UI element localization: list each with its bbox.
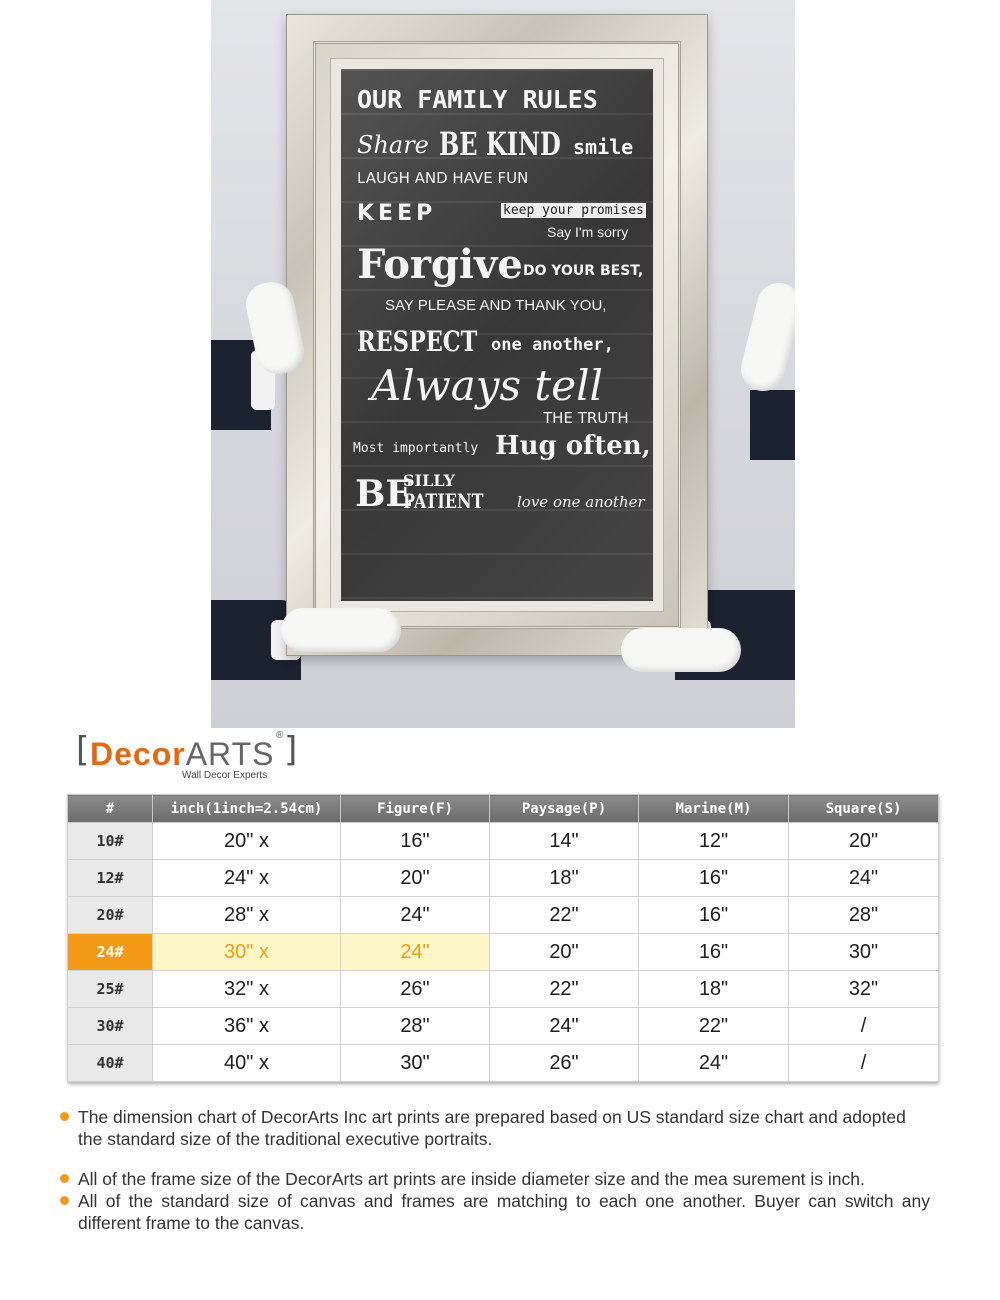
table-cell: 18" <box>639 971 789 1008</box>
table-cell: 28" <box>789 897 939 934</box>
registered-mark: ® <box>276 730 284 741</box>
column-header: # <box>68 795 153 823</box>
white-glove <box>621 628 741 672</box>
table-cell: / <box>789 1008 939 1045</box>
poster-text: SILLY <box>403 471 455 490</box>
decorarts-logo <box>76 730 316 782</box>
row-label: 25# <box>68 971 153 1008</box>
table-row <box>68 971 939 1008</box>
logo-tagline: Wall Decor Experts <box>182 770 268 781</box>
product-photo <box>211 0 795 728</box>
poster-text: DO YOUR BEST, <box>523 263 644 279</box>
suit-sleeve <box>750 390 795 460</box>
table-cell: 36" x <box>153 1008 341 1045</box>
poster-text: LAUGH AND HAVE FUN <box>357 169 529 187</box>
table-cell: 30" x <box>153 934 341 971</box>
table-cell: 30" <box>341 1045 490 1082</box>
table-header-row <box>68 795 939 823</box>
table-cell: / <box>789 1045 939 1082</box>
row-label: 20# <box>68 897 153 934</box>
column-header: Square(S) <box>789 795 939 823</box>
table-cell: 24" <box>639 1045 789 1082</box>
bullet-icon <box>60 1112 69 1121</box>
table-cell: 12" <box>639 823 789 860</box>
table-cell: 16" <box>639 897 789 934</box>
poster-text: RESPECT <box>357 325 478 358</box>
note-text: All of the frame size of the DecorArts art prints are inside diameter size and the mea surement is inch. <box>78 1169 865 1189</box>
table-cell: 16" <box>639 934 789 971</box>
poster-text: Share <box>357 131 429 159</box>
poster-text: keep your promises <box>503 203 644 218</box>
table-cell: 32" x <box>153 971 341 1008</box>
table-cell: 28" x <box>153 897 341 934</box>
frame-mat <box>330 58 664 612</box>
table-cell: 20" <box>789 823 939 860</box>
table-cell: 22" <box>490 971 639 1008</box>
row-label: 10# <box>68 823 153 860</box>
poster-text: Forgive <box>357 241 523 288</box>
table-cell: 26" <box>341 971 490 1008</box>
size-chart <box>67 794 938 1082</box>
white-glove <box>736 278 795 395</box>
note-item <box>60 1168 930 1190</box>
note-item <box>60 1190 930 1234</box>
logo-wordmark <box>90 736 274 773</box>
poster-text: PATIENT <box>403 489 484 513</box>
poster-text: Hug often, <box>495 431 651 461</box>
table-cell: 24" x <box>153 860 341 897</box>
frame-molding <box>313 41 681 629</box>
column-header: Paysage(P) <box>490 795 639 823</box>
table-row <box>68 823 939 860</box>
table-row <box>68 1008 939 1045</box>
poster-text: Always tell <box>371 361 603 410</box>
table-cell: 14" <box>490 823 639 860</box>
row-label: 12# <box>68 860 153 897</box>
poster-text: Say I'm sorry <box>547 224 629 240</box>
note-item <box>60 1106 930 1150</box>
table-cell: 22" <box>639 1008 789 1045</box>
column-header: Marine(M) <box>639 795 789 823</box>
note-text: All of the standard size of canvas and frames are matching to each one another. Buyer can switch any different frame to the canvas. <box>78 1191 930 1233</box>
table-cell: 26" <box>490 1045 639 1082</box>
bullet-icon <box>60 1174 69 1183</box>
poster-text: KEEP <box>357 201 437 226</box>
poster-text: BE KIND <box>439 125 561 163</box>
table-row-highlighted <box>68 934 939 971</box>
table-cell: 40" x <box>153 1045 341 1082</box>
row-label: 40# <box>68 1045 153 1082</box>
note-text: The dimension chart of DecorArts Inc art prints are prepared based on US standard size chart and adopted the standard size of the traditional executive portraits. <box>78 1107 906 1149</box>
table-cell: 32" <box>789 971 939 1008</box>
table-cell: 22" <box>490 897 639 934</box>
poster-text: smile <box>573 135 634 159</box>
table-row <box>68 897 939 934</box>
row-label: 30# <box>68 1008 153 1045</box>
table-cell: 20" x <box>153 823 341 860</box>
table-row <box>68 860 939 897</box>
table-cell: 24" <box>789 860 939 897</box>
table-cell: 20" <box>490 934 639 971</box>
column-header: Figure(F) <box>341 795 490 823</box>
table-row <box>68 1045 939 1082</box>
table-cell: 28" <box>341 1008 490 1045</box>
logo-bracket: [ <box>76 730 90 770</box>
table-cell: 20" <box>341 860 490 897</box>
table-cell: 24" <box>341 897 490 934</box>
ornate-silver-frame <box>286 14 708 656</box>
row-label: 24# <box>68 934 153 971</box>
logo-brand-main: Decor <box>90 736 186 772</box>
size-notes <box>60 1106 930 1234</box>
poster-canvas <box>341 69 653 601</box>
poster-text: BE <box>355 473 413 515</box>
logo-bracket: ] <box>284 730 298 770</box>
poster-text: THE TRUTH <box>543 409 629 427</box>
table-cell: 18" <box>490 860 639 897</box>
bullet-icon <box>60 1196 69 1205</box>
size-table <box>67 794 939 1082</box>
poster-text: love one another <box>517 493 645 511</box>
poster-title: OUR FAMILY RULES <box>357 85 598 114</box>
column-header: inch(1inch=2.54cm) <box>153 795 341 823</box>
table-cell: 16" <box>639 860 789 897</box>
logo-brand-second: ARTS <box>185 736 275 772</box>
table-cell: 24" <box>341 934 490 971</box>
white-glove <box>281 608 401 652</box>
poster-text: Most importantly <box>353 441 479 456</box>
table-cell: 16" <box>341 823 490 860</box>
poster-text: one another, <box>491 335 614 355</box>
table-cell: 30" <box>789 934 939 971</box>
table-cell: 24" <box>490 1008 639 1045</box>
poster-text: SAY PLEASE AND THANK YOU, <box>385 297 607 314</box>
